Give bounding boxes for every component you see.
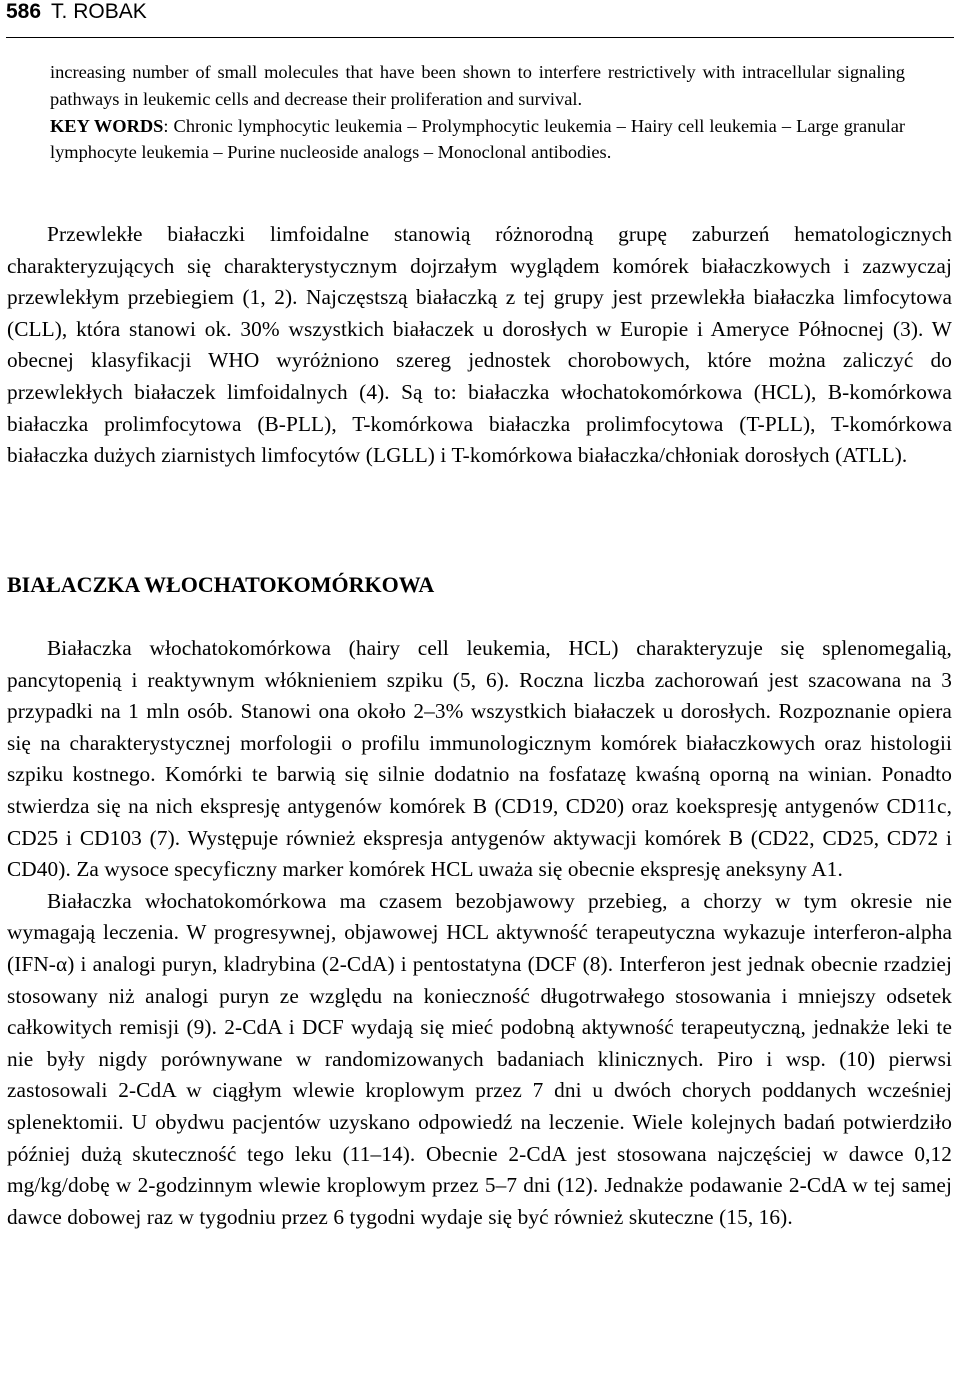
keywords-line: [50, 113, 905, 167]
header-rule: [6, 37, 954, 38]
running-header: [6, 0, 954, 30]
running-author: T. ROBAK: [51, 0, 147, 23]
keywords-text: : Chronic lymphocytic leukemia – Prolymphocytic leukemia – Hairy cell leukemia – Large granular lymphocyte leukemia – Purine nucleoside analogs – Monoclonal antibodies.: [50, 115, 905, 163]
hcl-section: [7, 633, 952, 1233]
section-heading: BIAŁACZKA WŁOCHATOKOMÓRKOWA: [7, 572, 435, 597]
intro-paragraph: Przewlekłe białaczki limfoidalne stanowią różnorodną grupę zaburzeń hematologicznych charakteryzujących się charakterystycznym dojrzałym wyglądem komórek białaczkowych i zazwyczaj przewlekłym przebiegiem (1, 2). Najczęstszą białaczką z tej grupy jest przewlekła białaczka limfocytowa (CLL), która stanowi ok. 30% wszystkich białaczek u dorosłych w Europie i Ameryce Północnej (3). W obecnej klasyfikacji WHO wyróżniono szereg jednostek chorobowych, które można zaliczyć do przewlekłych białaczek limfoidalnych (4). Są to: białaczka włochatokomórkowa (HCL), B-komórkowa białaczka prolimfocytowa (B-PLL), T-komórkowa białaczka prolimfocytowa (T-PLL), T-komórkowa białaczka dużych ziarnistych limfocytów (LGLL) i T-komórkowa białaczka/chłoniak dorosłych (ATLL).: [7, 222, 952, 468]
hcl-paragraph-1: Białaczka włochatokomórkowa (hairy cell leukemia, HCL) charakteryzuje się splenomegalią, pancytopenią i reaktywnym włóknieniem szpiku (5, 6). Roczna liczba zachorowań jest szacowana na 3 przypadki na 1 mln osób. Stanowi ona około 2–3% wszystkich białaczek u dorosłych. Rozpoznanie opiera się na charakterystycznej morfologii o profilu immunologicznym komórek białaczkowych oraz histologii szpiku kostnego. Komórki te barwią się silnie dodatnio na fosfatazę kwaśną oporną na winian. Ponadto stwierdza się na nich ekspresję antygenów komórek B (CD19, CD20) oraz koekspresję antygenów CD11c, CD25 i CD103 (7). Występuje również ekspresja antygenów aktywacji komórek B (CD22, CD25, CD72 i CD40). Za wysoce specyficzny marker komórek HCL uważa się obecnie ekspresję aneksyny A1.: [7, 636, 952, 882]
hcl-paragraph-2: Białaczka włochatokomórkowa ma czasem bezobjawowy przebieg, a chorzy w tym okresie nie wymagają leczenia. W progresywnej, objawowej HCL aktywność terapeutyczna wykazuje interferon-alpha (IFN-α) i analogi puryn, kladrybina (2-CdA) i pentostatyna (DCF (8). Interferon jest jednak obecnie rzadziej stosowany niż analogi puryn ze względu na konieczność długotrwałego stosowania i mniejszy odsetek całkowitych remisji (9). 2-CdA i DCF wydają się mieć podobną aktywność terapeutyczną, jednakże leki te nie były nigdy porównywane w randomizowanych badaniach klinicznych. Piro i wsp. (10) pierwsi zastosowali 2-CdA w ciągłym wlewie kroplowym przez 7 dni u dwóch chorych poddanych wcześniej splenektomii. U obydwu pacjentów uzyskano odpowiedź na leczenie. Wiele kolejnych badań potwierdziło później dużą skuteczność tego leku (11–14). Obecnie 2-CdA jest stosowana najczęściej w dawce 0,12 mg/kg/dobę w 2-godzinnym wlewie kroplowym przez 5–7 dni (12). Jednakże podawanie 2-CdA w tej samej dawce dobowej raz w tygodniu przez 6 tygodni wydaje się być również skuteczne (15, 16).: [7, 888, 952, 1229]
keywords-label: KEY WORDS: [50, 115, 164, 136]
intro-section: [7, 219, 952, 472]
page-number: 586: [6, 0, 42, 23]
abstract-block: [50, 59, 905, 166]
abstract-text: increasing number of small molecules that have been shown to interfere restrictively with intracellular signaling pathways in leukemic cells and decrease their proliferation and survival.: [50, 62, 905, 109]
